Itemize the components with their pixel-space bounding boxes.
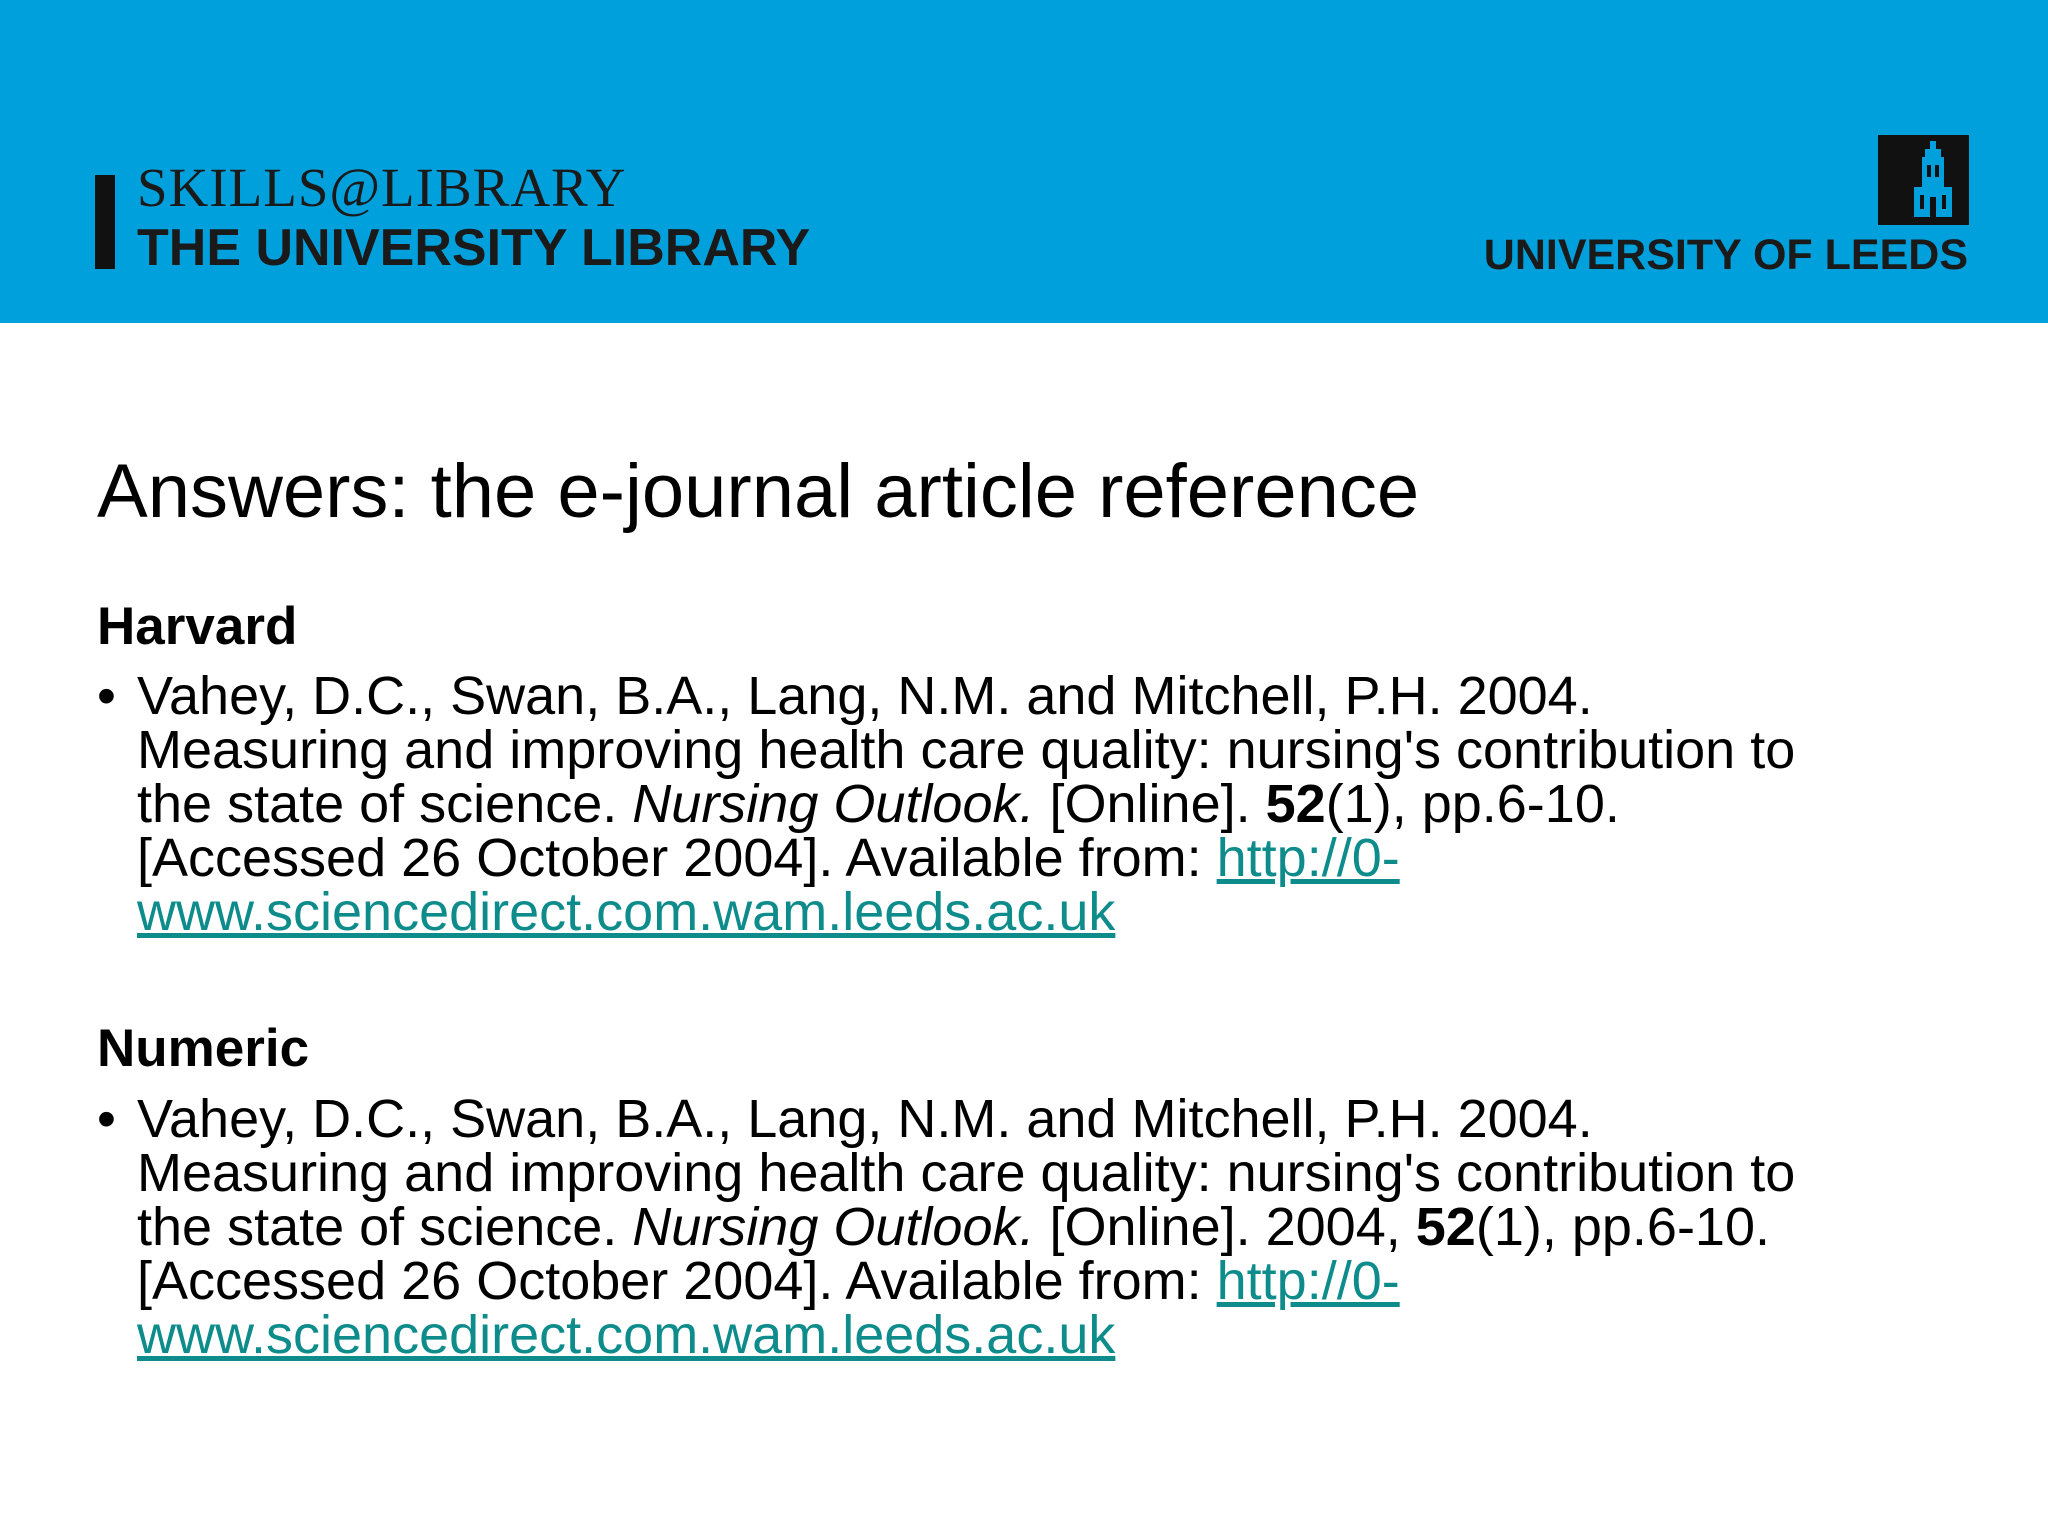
ref-online: [Online]. 2004, (1049, 1197, 1401, 1257)
section-heading-harvard: Harvard (97, 597, 298, 656)
ref-url-link-cont[interactable]: www.sciencedirect.com.wam.leeds.ac.uk (137, 1305, 1116, 1365)
brand-line-skills: SKILLS@LIBRARY (137, 157, 627, 218)
bullet: • (97, 1089, 116, 1149)
ref-accessed: [Accessed 26 October 2004]. Available from: (137, 828, 1202, 888)
brand-bar-mark (95, 175, 115, 269)
ref-line-journal (137, 1197, 1917, 1257)
ref-issue-pages: (1), pp.6-10. (1475, 1197, 1770, 1257)
ref-journal: Nursing Outlook. (632, 1197, 1035, 1257)
ref-online: [Online]. (1049, 774, 1251, 834)
ref-url-link[interactable]: http://0- (1216, 1251, 1400, 1311)
ref-accessed: [Accessed 26 October 2004]. Available from: (137, 1251, 1202, 1311)
ref-issue-pages: (1), pp.6-10. (1325, 774, 1620, 834)
ref-article-title-cont: the state of science. (137, 774, 618, 834)
reference-harvard (97, 666, 1917, 942)
section-heading-numeric: Numeric (97, 1019, 310, 1078)
reference-numeric (97, 1089, 1917, 1365)
ref-article-title: Measuring and improving health care quality: nursing's contribution to (137, 1143, 1796, 1203)
university-name: UNIVERSITY OF LEEDS (1483, 231, 1968, 279)
ref-line-journal (137, 774, 1917, 834)
ref-authors: Vahey, D.C., Swan, B.A., Lang, N.M. and Mitchell, P.H. 2004. (137, 666, 1593, 726)
ref-line-url (137, 1305, 1917, 1365)
ref-line-url (137, 882, 1917, 942)
tower-crest-icon (1878, 135, 1969, 225)
header-banner (0, 0, 2048, 323)
slide-title: Answers: the e-journal article reference (97, 449, 1420, 534)
brand-line-university-library: THE UNIVERSITY LIBRARY (137, 219, 811, 277)
ref-authors: Vahey, D.C., Swan, B.A., Lang, N.M. and Mitchell, P.H. 2004. (137, 1089, 1593, 1149)
ref-journal: Nursing Outlook. (632, 774, 1035, 834)
ref-line-accessed (137, 828, 1917, 888)
ref-article-title-cont: the state of science. (137, 1197, 618, 1257)
reference-text (137, 666, 1917, 942)
ref-article-title: Measuring and improving health care quality: nursing's contribution to (137, 720, 1796, 780)
ref-url-link[interactable]: http://0- (1216, 828, 1400, 888)
ref-volume: 52 (1265, 774, 1326, 834)
ref-line-accessed (137, 1251, 1917, 1311)
reference-text (137, 1089, 1917, 1365)
bullet: • (97, 666, 116, 726)
ref-url-link-cont[interactable]: www.sciencedirect.com.wam.leeds.ac.uk (137, 882, 1116, 942)
ref-volume: 52 (1415, 1197, 1476, 1257)
